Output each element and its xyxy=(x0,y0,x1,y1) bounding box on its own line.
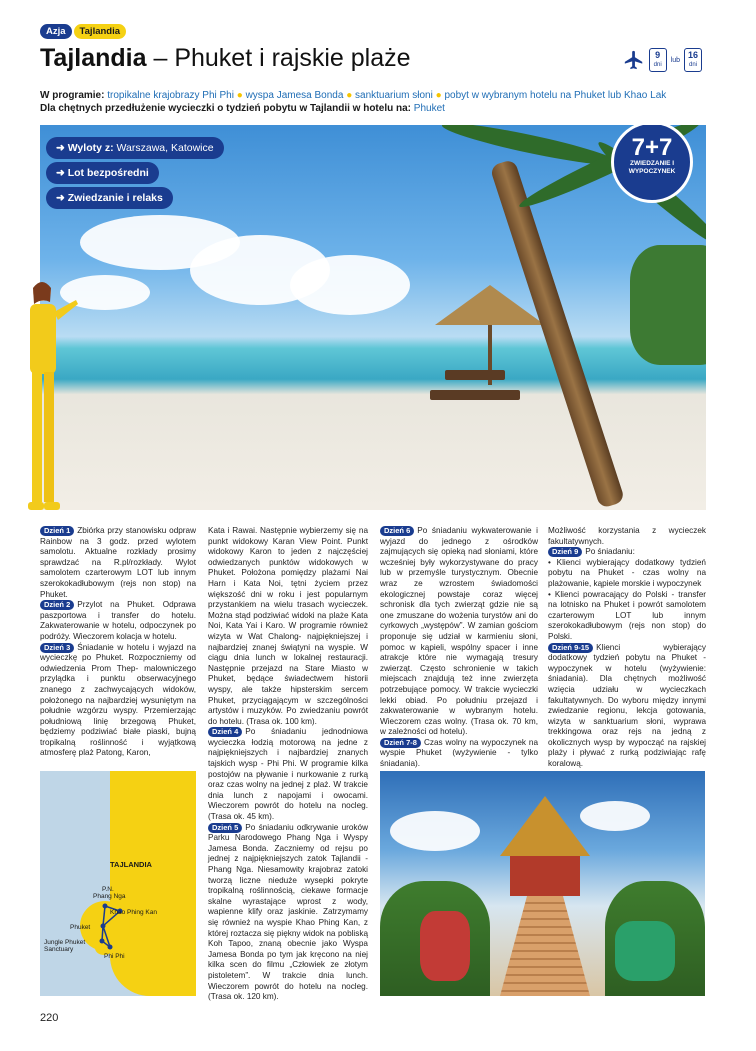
badge-flights-value: Warszawa, Katowice xyxy=(116,142,214,154)
program-summary xyxy=(40,89,730,115)
day-tag: Dzień 9 xyxy=(548,547,582,557)
badge-direct-flight: ➜ Lot bezpośredni xyxy=(46,162,159,184)
title-rest: – Phuket i rajskie plaże xyxy=(153,44,411,72)
page-title xyxy=(40,44,411,73)
duration-info xyxy=(623,48,702,72)
tour-type-number: 7+7 xyxy=(631,134,673,161)
list-item: • Klienci wybierający dodatkowy tydzień pobytu na Phuket - czas wolny na plażowanie, kąpiele morskie i wypoczynek xyxy=(548,558,706,590)
day-text: Czas wolny na wypoczynek na wyspie Phuket (wyżywienie - tylko śniadania). xyxy=(380,737,538,769)
itinerary-day xyxy=(380,526,538,738)
itinerary-day-continued: Możliwość korzystania z wycieczek fakultatywnych. xyxy=(548,526,706,546)
duration-short-unit: dni xyxy=(653,62,662,68)
itinerary-day-continued: Kata i Rawai. Następnie wybierzemy się na punkt widokowy Karan View Point. Punkt widokowy Karon to jeden z najczęściej odwiedzanych punktów widokowych w Phuket. Położona pomiędzy plażami Nai Harn i Kata Noi, tętni życiem przez większość dni w roku i jest popularnym przystankiem na wielu trasach wycieczek. Można stąd podziwiać widoki na plaże Kata Noi, Kata Yai i Karo. W programie również wizyta w Wat Chalong- najpiękniejszej i najbardziej znanej świątyni na wyspie. W ciągu dnia lunch w lokalnej restauracji. Następnie przejazd na Stare Miasto w Phuket, będące świadectwem historii wyspy, ale także hipsterskim sercem Phuket, przyciągającym w szczególności artystów i muzyków. Po zwiedzaniu powrót do hotelu. (Trasa ok. 100 km). xyxy=(208,526,368,726)
day-text: Po śniadaniu jednodniowa wycieczka łodzią motorową na jedne z najpiękniejszych i najbardziej znanych tajskich wysp - Phi Phi. W programie kilka postojów na pływanie i nurkowanie z rurką oraz czas wolny na jednej z plaż. W trakcie dnia lunch z napojami i owocami. Wieczorem powrót do hotelu na nocleg. (Trasa ok. 45 km). xyxy=(208,727,368,822)
day-text: Klienci wybierający dodatkowy tydzień pobytu na Phuket - wypoczynek w hotelu (wyżywienie: śniadania). Dla chętnych możliwość wzięcia udziału w wycieczkach fakultatywnych. Do wyboru między innymi zwiedzanie regionu, lekcja gotowania, wizyta w sanktuarium słoni, wyprawa trekkingowa oraz rejs na jedną z okolicznych wysp by wypocząć na rajskiej plaży i pływać z rurką podziwiając rafę koralową. xyxy=(548,642,706,769)
day-text: Śniadanie w hotelu i wyjazd na wycieczkę po Phuket. Rozpoczniemy od odwiedzenia Prom Thep- malowniczego przylądka i punktu obserwacyjnego znanego z zachwycających widoków, położonego na najbardziej wysuniętym na południe wzgórzu wyspy. Przemierzając południową linię brzegową Phuket, będziemy podziwiać białe piaski, bujną tropikalną roślinność i wyjątkową atmosferę plaż Patong, Karon, xyxy=(40,642,196,758)
badge-tour-style: ➜ Zwiedzanie i relaks xyxy=(46,187,173,209)
badge-flights xyxy=(46,137,224,159)
day-text: Po śniadaniu: xyxy=(585,547,635,557)
badge-flights-label: ➜ Wyloty z: xyxy=(56,142,114,154)
temple-roof xyxy=(500,796,590,856)
temple-photo xyxy=(380,771,705,996)
route-map xyxy=(40,771,196,996)
temple-building xyxy=(510,856,580,896)
list-item: • Klienci powracający do Polski - transfer na lotnisko na Phuket i powrót samolotem czarterowym LOT lub innym szerokokadłubowym (rejs non stop) do Polski. xyxy=(548,590,706,643)
airplane-icon xyxy=(623,49,645,71)
straw-umbrella xyxy=(435,285,545,325)
day-tag: Dzień 9-15 xyxy=(548,643,593,653)
tag-region: Azja xyxy=(40,24,72,39)
day-tag: Dzień 1 xyxy=(40,526,74,536)
day-tag: Dzień 3 xyxy=(40,643,74,653)
route-lines xyxy=(40,771,196,996)
program-item: pobyt w wybranym hotelu na Phuket lub Khao Lak xyxy=(444,90,667,101)
itinerary-day xyxy=(548,643,706,770)
day-tag: Dzień 5 xyxy=(208,823,242,833)
bullet-dot: ● xyxy=(435,90,442,101)
extension-label: Dla chętnych przedłużenie wycieczki o tydzień pobytu w Tajlandii w hotelu na: xyxy=(40,103,411,114)
cloud xyxy=(580,801,650,831)
day-tag: Dzień 6 xyxy=(380,526,414,536)
day-text: Zbiórka przy stanowisku odpraw Rainbow na 3 godz. przed wylotem samolotu. Aktualne rozkłady prosimy sprawdzać na R.pl/rozkłady. Wylot samolotem czarterowym LOT lub innym szerokokadłubowym (rejs non stop) na Phuket. xyxy=(40,526,196,599)
day-tag: Dzień 4 xyxy=(208,727,242,737)
guardian-statue xyxy=(420,911,470,981)
program-item: sanktuarium słoni xyxy=(355,90,433,101)
duration-short-num: 9 xyxy=(655,50,661,60)
day-text: Po śniadaniu wykwaterowanie i wyjazd do jednego z ośrodków zajmujących się opieką nad słoniami, które wcześniej były wykorzystywane do pracy lub w przemyśle turystycznym. Obecnie wraz ze wzrostem świadomości ekologicznej powstaje coraz więcej schronisk dla tych zwierząt gdzie nie są one zmuszane do wożenia turystów ani do cyrkowych „występów”. W zamian gościom proponuje się udział w karmieniu słoni, pomoc w kąpieli, wspólny spacer i inne atrakcje które nie wymagają tresury zwierząt. Często schronienie w takich miejscach znajdują też inne zwierzęta potrzebujące pomocy. W trakcie wycieczki lekki obiad. Po południu przejazd i zakwaterowanie w wybranym hotelu. Wieczorem czas wolny. (Trasa ok. 70 km, w zależności od hotelu). xyxy=(380,526,538,737)
cloud xyxy=(290,255,410,315)
map-label-pn: P.N. xyxy=(102,886,114,893)
title-country: Tajlandia xyxy=(40,44,147,72)
map-label-phang-nga: Phang Nga xyxy=(93,893,126,900)
program-item: tropikalne krajobrazy Phi Phi xyxy=(107,90,234,101)
duration-long-num: 16 xyxy=(687,50,698,60)
itinerary-day xyxy=(548,547,706,558)
duration-short xyxy=(649,48,667,72)
bullet-dot: ● xyxy=(346,90,353,101)
breadcrumb-tags xyxy=(40,24,126,39)
map-label-phuket: Phuket xyxy=(70,924,91,931)
palm-trunk xyxy=(489,159,625,509)
duration-or: lub xyxy=(670,56,680,64)
itinerary-day xyxy=(40,600,196,642)
tour-type-label: ZWIEDZANIE I WYPOCZYNEK xyxy=(628,160,676,175)
temple-stairs xyxy=(500,896,590,996)
map-label-jungle-sanctuary: Jungle Phuket Sanctuary xyxy=(44,939,86,953)
itinerary-column-4 xyxy=(548,526,706,770)
palm-foliage xyxy=(630,245,706,365)
map-label-phi-phi: Phi Phi xyxy=(104,953,125,960)
itinerary-day xyxy=(40,643,196,760)
itinerary-day xyxy=(208,727,368,822)
guide-figure xyxy=(18,278,82,518)
cloud xyxy=(390,811,480,851)
itinerary-day xyxy=(208,823,368,1003)
program-label: W programie: xyxy=(40,90,105,101)
itinerary-day xyxy=(380,738,538,770)
extension-value: Phuket xyxy=(413,103,445,114)
bullet-dot: ● xyxy=(236,90,243,101)
duration-long xyxy=(684,48,702,72)
page-number: 220 xyxy=(40,1012,59,1024)
duration-long-unit: dni xyxy=(688,62,697,68)
sun-lounger xyxy=(445,370,505,380)
tour-type-badge xyxy=(611,125,693,203)
itinerary-day xyxy=(40,526,196,600)
itinerary-column-3 xyxy=(380,526,538,770)
hero-beach-photo xyxy=(40,125,706,510)
tag-country: Tajlandia xyxy=(74,24,126,39)
itinerary-column-2 xyxy=(208,526,368,1003)
day-tag: Dzień 2 xyxy=(40,600,74,610)
sun-lounger xyxy=(430,390,520,400)
day-text: Przylot na Phuket. Odprawa paszportowa i transfer do hotelu. Zakwaterowanie w hotelu, odpoczynek po podróży. Wieczorem kolacja w hotelu. xyxy=(40,600,196,641)
map-label-khao-phing-kan: Khao Phing Kan xyxy=(110,909,157,916)
program-item: wyspa Jamesa Bonda xyxy=(245,90,344,101)
map-label-country: TAJLANDIA xyxy=(110,860,152,869)
naga-statue xyxy=(615,921,675,981)
itinerary-column-1 xyxy=(40,526,196,759)
day-options-list xyxy=(548,558,706,643)
day-text: Po śniadaniu odkrywanie uroków Parku Narodowego Phang Nga i Wyspy Jamesa Bonda. Zaczniemy od rejsu po jednej z najpiękniejszych zatok Tajlandii - Phang Nga. Niesamowity krajobraz zatoki tworzą liczne niedużе wysepki pokryte tropikalną roślinnością, ciekawe formacje skalne wyrastające wprost z wody, wapienne klify oraz jaskinie. Zatrzymamy się również na wyspie Khao Phing Kan, z której roztacza się piękny widok na pobliską Koh Tapoo, znaną obecnie jako Wyspa Jamesa Bonda po tym jak kręcono na niej kilka scen do filmu „Człowiek ze złotym pistoletem”. W trakcie dnia lunch. Wieczorem powrót do hotelu na nocleg. (Trasa ok. 120 km). xyxy=(208,822,368,1002)
day-tag: Dzień 7-8 xyxy=(380,738,421,748)
